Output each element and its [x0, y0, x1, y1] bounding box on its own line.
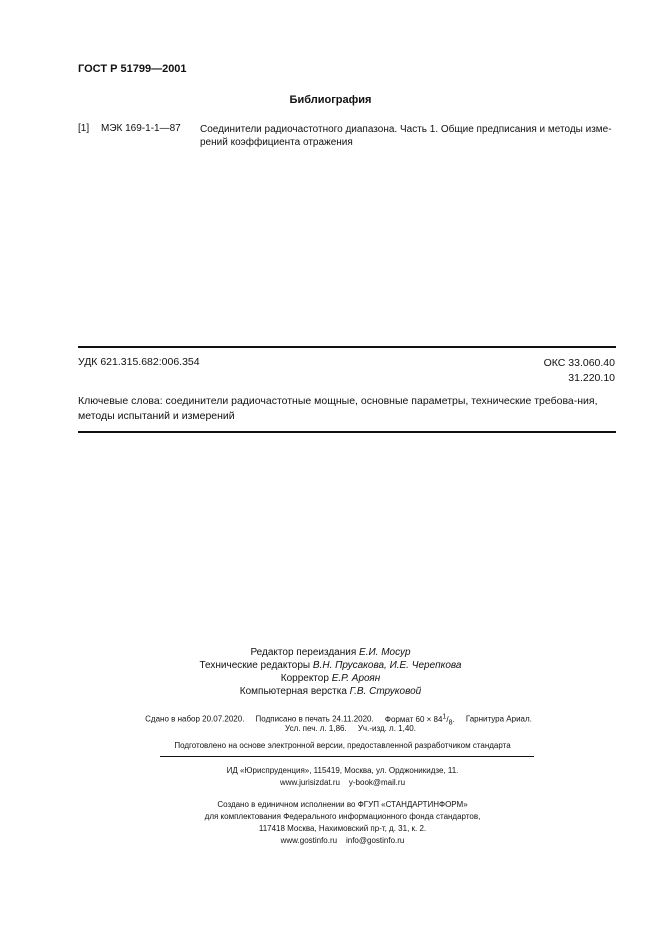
bibliography-title: Библиография — [289, 94, 372, 106]
imprint-rule — [160, 756, 534, 757]
keywords: Ключевые слова: соединители радиочастотные мощные, основные параметры, технические требова-ния, методы испытаний и измерений — [78, 395, 598, 422]
publisher-address: ИД «Юриспруденция», 115419, Москва, ул. Орджоникидзе, 11. — [226, 766, 459, 775]
format-value: Формат $60 \times 84^1/_8$. — [384, 713, 455, 727]
document-code: ГОСТ Р 51799—2001 — [78, 63, 187, 75]
bibliography-entry-standard: МЭК 169-1-1—87 — [101, 123, 181, 134]
credit-layout: Компьютерная верстка Г.В. Струковой — [239, 686, 422, 697]
credit-editor: Редактор переиздания Е.И. Мосур — [250, 647, 411, 658]
top-rule — [78, 346, 616, 348]
producer-line-2: для комплектования Федерального информационного фонда стандартов, — [204, 812, 481, 821]
imprint-line-2: Усл. печ. л. 1,86. Уч.-изд. л. 1,40. — [285, 724, 416, 733]
producer-address: 117418 Москва, Нахимовский пр-т, д. 31, к. 2. — [258, 824, 427, 833]
oks-code-1: ОКС 33.060.40 — [543, 357, 615, 369]
bottom-rule — [78, 431, 616, 433]
udk-code: УДК 621.315.682:006.354 — [78, 356, 200, 368]
publisher-email-link[interactable]: y-book@mail.ru — [348, 778, 406, 787]
oks-code-2: 31.220.10 — [568, 372, 615, 384]
imprint-line-1: Сдано в набор 20.07.2020. Подписано в печать 24.11.2020. Формат $60 \times 84^1/_8$. Гарнитура Ариал. — [145, 713, 532, 727]
publisher-site-link[interactable]: www.jurisizdat.ru — [279, 778, 340, 787]
imprint-prepared: Подготовлено на основе электронной версии, предоставленной разработчиком стандарта — [174, 741, 511, 750]
credit-corrector: Корректор Е.Р. Ароян — [280, 673, 381, 684]
oks-codes — [544, 356, 615, 386]
producer-line-1: Создано в единичном исполнении во ФГУП «СТАНДАРТИНФОРМ» — [217, 800, 468, 809]
publisher-contacts — [0, 777, 661, 788]
bibliography-entry-number: [1] — [78, 123, 90, 134]
producer-site-link[interactable]: www.gostinfo.ru — [280, 836, 338, 845]
bibliography-entry-text: Соединители радиочастотного диапазона. Часть 1. Общие предписания и методы изме-рений коэффициента отражения — [200, 124, 612, 148]
credit-tech-editors: Технические редакторы В.Н. Прусакова, И.Е. Черепкова — [199, 660, 462, 671]
producer-contacts — [0, 835, 661, 846]
producer-email-link[interactable]: info@gostinfo.ru — [345, 836, 405, 845]
